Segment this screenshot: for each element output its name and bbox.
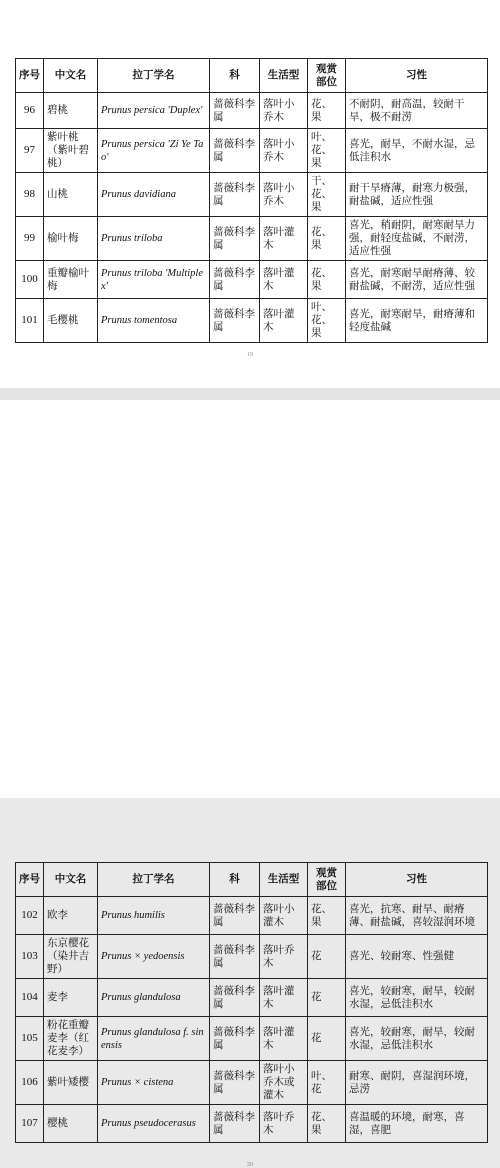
cell-number: 106 [16,1061,44,1105]
cell-chinese-name: 紫叶桃（紫叶碧桃） [44,129,98,173]
cell-family: 蔷薇科李属 [210,93,260,129]
cell-ornamental-part: 花 [308,979,346,1017]
cell-ornamental-part: 花 [308,935,346,979]
cell-habit: 喜光，稍耐阴，耐寒耐旱力强，耐轻度盐碱，不耐涝，适应性强 [346,217,488,261]
cell-habit: 喜光，抗寒、耐旱、耐瘠薄、耐盐碱，喜较湿润环境 [346,897,488,935]
cell-chinese-name: 榆叶梅 [44,217,98,261]
header-latin-name: 拉丁学名 [98,59,210,93]
cell-latin-name: Prunus persica 'Zi Ye Tao' [98,129,210,173]
plant-table-body [16,897,488,1143]
cell-life-form: 落叶小乔木 [260,129,308,173]
header-life-form: 生活型 [260,863,308,897]
table-row [16,1017,488,1061]
table-row [16,897,488,935]
cell-ornamental-part: 花、果 [308,1105,346,1143]
cell-number: 98 [16,173,44,217]
cell-chinese-name: 毛樱桃 [44,299,98,343]
header-no: 序号 [16,59,44,93]
cell-family: 蔷薇科李属 [210,129,260,173]
header-family: 科 [210,863,260,897]
cell-chinese-name: 麦李 [44,979,98,1017]
cell-number: 104 [16,979,44,1017]
cell-family: 蔷薇科李属 [210,979,260,1017]
cell-number: 99 [16,217,44,261]
table-row [16,129,488,173]
table-header-row [16,59,488,93]
cell-latin-name: Prunus triloba 'Multiplex' [98,261,210,299]
cell-habit: 不耐阴，耐高温，较耐干旱，极不耐涝 [346,93,488,129]
cell-family: 蔷薇科李属 [210,935,260,979]
cell-ornamental-part: 叶、花 [308,1061,346,1105]
cell-ornamental-part: 叶、花、果 [308,129,346,173]
cell-family: 蔷薇科李属 [210,261,260,299]
cell-number: 96 [16,93,44,129]
cell-life-form: 落叶灌木 [260,217,308,261]
cell-number: 105 [16,1017,44,1061]
cell-habit: 耐寒、耐阴，喜湿润环境，忌涝 [346,1061,488,1105]
cell-life-form: 落叶灌木 [260,299,308,343]
cell-life-form: 落叶小灌木 [260,897,308,935]
cell-latin-name: Prunus triloba [98,217,210,261]
cell-chinese-name: 樱桃 [44,1105,98,1143]
document-page-20 [0,400,500,1168]
cell-life-form: 落叶灌木 [260,261,308,299]
cell-chinese-name: 重瓣榆叶梅 [44,261,98,299]
cell-family: 蔷薇科李属 [210,299,260,343]
cell-family: 蔷薇科李属 [210,1017,260,1061]
cell-habit: 喜温暖的环境，耐寒，喜湿，喜肥 [346,1105,488,1143]
header-habit: 习性 [346,863,488,897]
cell-habit: 耐干旱瘠薄，耐寒力极强，耐盐碱，适应性强 [346,173,488,217]
cell-chinese-name: 紫叶矮樱 [44,1061,98,1105]
cell-ornamental-part: 花、果 [308,217,346,261]
header-ornamental-part: 观赏部位 [308,59,346,93]
cell-habit: 喜光，耐旱，不耐水湿，忌低洼积水 [346,129,488,173]
cell-habit: 喜光，较耐寒，耐旱，较耐水湿，忌低洼积水 [346,1017,488,1061]
document-page-19 [0,0,500,388]
table-header-row [16,863,488,897]
table-row [16,261,488,299]
cell-latin-name: Prunus glandulosa f. sinensis [98,1017,210,1061]
cell-life-form: 落叶小乔木 [260,93,308,129]
header-no: 序号 [16,863,44,897]
cell-habit: 喜光、较耐寒、性强健 [346,935,488,979]
table-row [16,217,488,261]
cell-family: 蔷薇科李属 [210,173,260,217]
cell-latin-name: Prunus humilis [98,897,210,935]
cell-family: 蔷薇科李属 [210,1105,260,1143]
cell-latin-name: Prunus × yedoensis [98,935,210,979]
cell-life-form: 落叶灌木 [260,1017,308,1061]
cell-number: 107 [16,1105,44,1143]
cell-ornamental-part: 叶、花、果 [308,299,346,343]
cell-life-form: 落叶小乔木 [260,173,308,217]
header-family: 科 [210,59,260,93]
table-row [16,935,488,979]
table-row [16,1105,488,1143]
page-number: 20 [247,1162,253,1168]
cell-chinese-name: 粉花重瓣麦李（红花麦李） [44,1017,98,1061]
cell-latin-name: Prunus × cistena [98,1061,210,1105]
table-row [16,979,488,1017]
header-habit: 习性 [346,59,488,93]
table-row [16,93,488,129]
cell-ornamental-part: 花、果 [308,897,346,935]
table-row [16,1061,488,1105]
cell-life-form: 落叶乔木 [260,1105,308,1143]
cell-number: 102 [16,897,44,935]
cell-latin-name: Prunus persica 'Duplex' [98,93,210,129]
cell-chinese-name: 欧李 [44,897,98,935]
cell-ornamental-part: 花 [308,1017,346,1061]
cell-family: 蔷薇科李属 [210,217,260,261]
cell-ornamental-part: 花、果 [308,93,346,129]
cell-chinese-name: 山桃 [44,173,98,217]
cell-ornamental-part: 干、花、果 [308,173,346,217]
plant-table-body [16,93,488,343]
page-separator [0,388,500,400]
header-ornamental-part: 观赏部位 [308,863,346,897]
cell-latin-name: Prunus pseudocerasus [98,1105,210,1143]
header-life-form: 生活型 [260,59,308,93]
plant-table-page-19 [15,58,488,343]
cell-habit: 喜光，较耐寒，耐旱，较耐水湿，忌低洼积水 [346,979,488,1017]
cell-chinese-name: 东京樱花（染井吉野） [44,935,98,979]
header-chinese-name: 中文名 [44,863,98,897]
cell-number: 101 [16,299,44,343]
cell-latin-name: Prunus davidiana [98,173,210,217]
cell-ornamental-part: 花、果 [308,261,346,299]
header-chinese-name: 中文名 [44,59,98,93]
cell-latin-name: Prunus tomentosa [98,299,210,343]
cell-family: 蔷薇科李属 [210,1061,260,1105]
cell-number: 100 [16,261,44,299]
cell-latin-name: Prunus glandulosa [98,979,210,1017]
table-row [16,299,488,343]
cell-number: 97 [16,129,44,173]
cell-chinese-name: 碧桃 [44,93,98,129]
cell-habit: 喜光，耐寒耐旱，耐瘠薄和轻度盐碱 [346,299,488,343]
cell-life-form: 落叶乔木 [260,935,308,979]
header-latin-name: 拉丁学名 [98,863,210,897]
cell-life-form: 落叶灌木 [260,979,308,1017]
cell-family: 蔷薇科李属 [210,897,260,935]
cell-number: 103 [16,935,44,979]
table-row [16,173,488,217]
page-number: 19 [247,352,253,358]
plant-table-page-20 [15,862,488,1143]
cell-habit: 喜光，耐寒耐旱耐瘠薄、较耐盐碱，不耐涝，适应性强 [346,261,488,299]
cell-life-form: 落叶小乔木或灌木 [260,1061,308,1105]
